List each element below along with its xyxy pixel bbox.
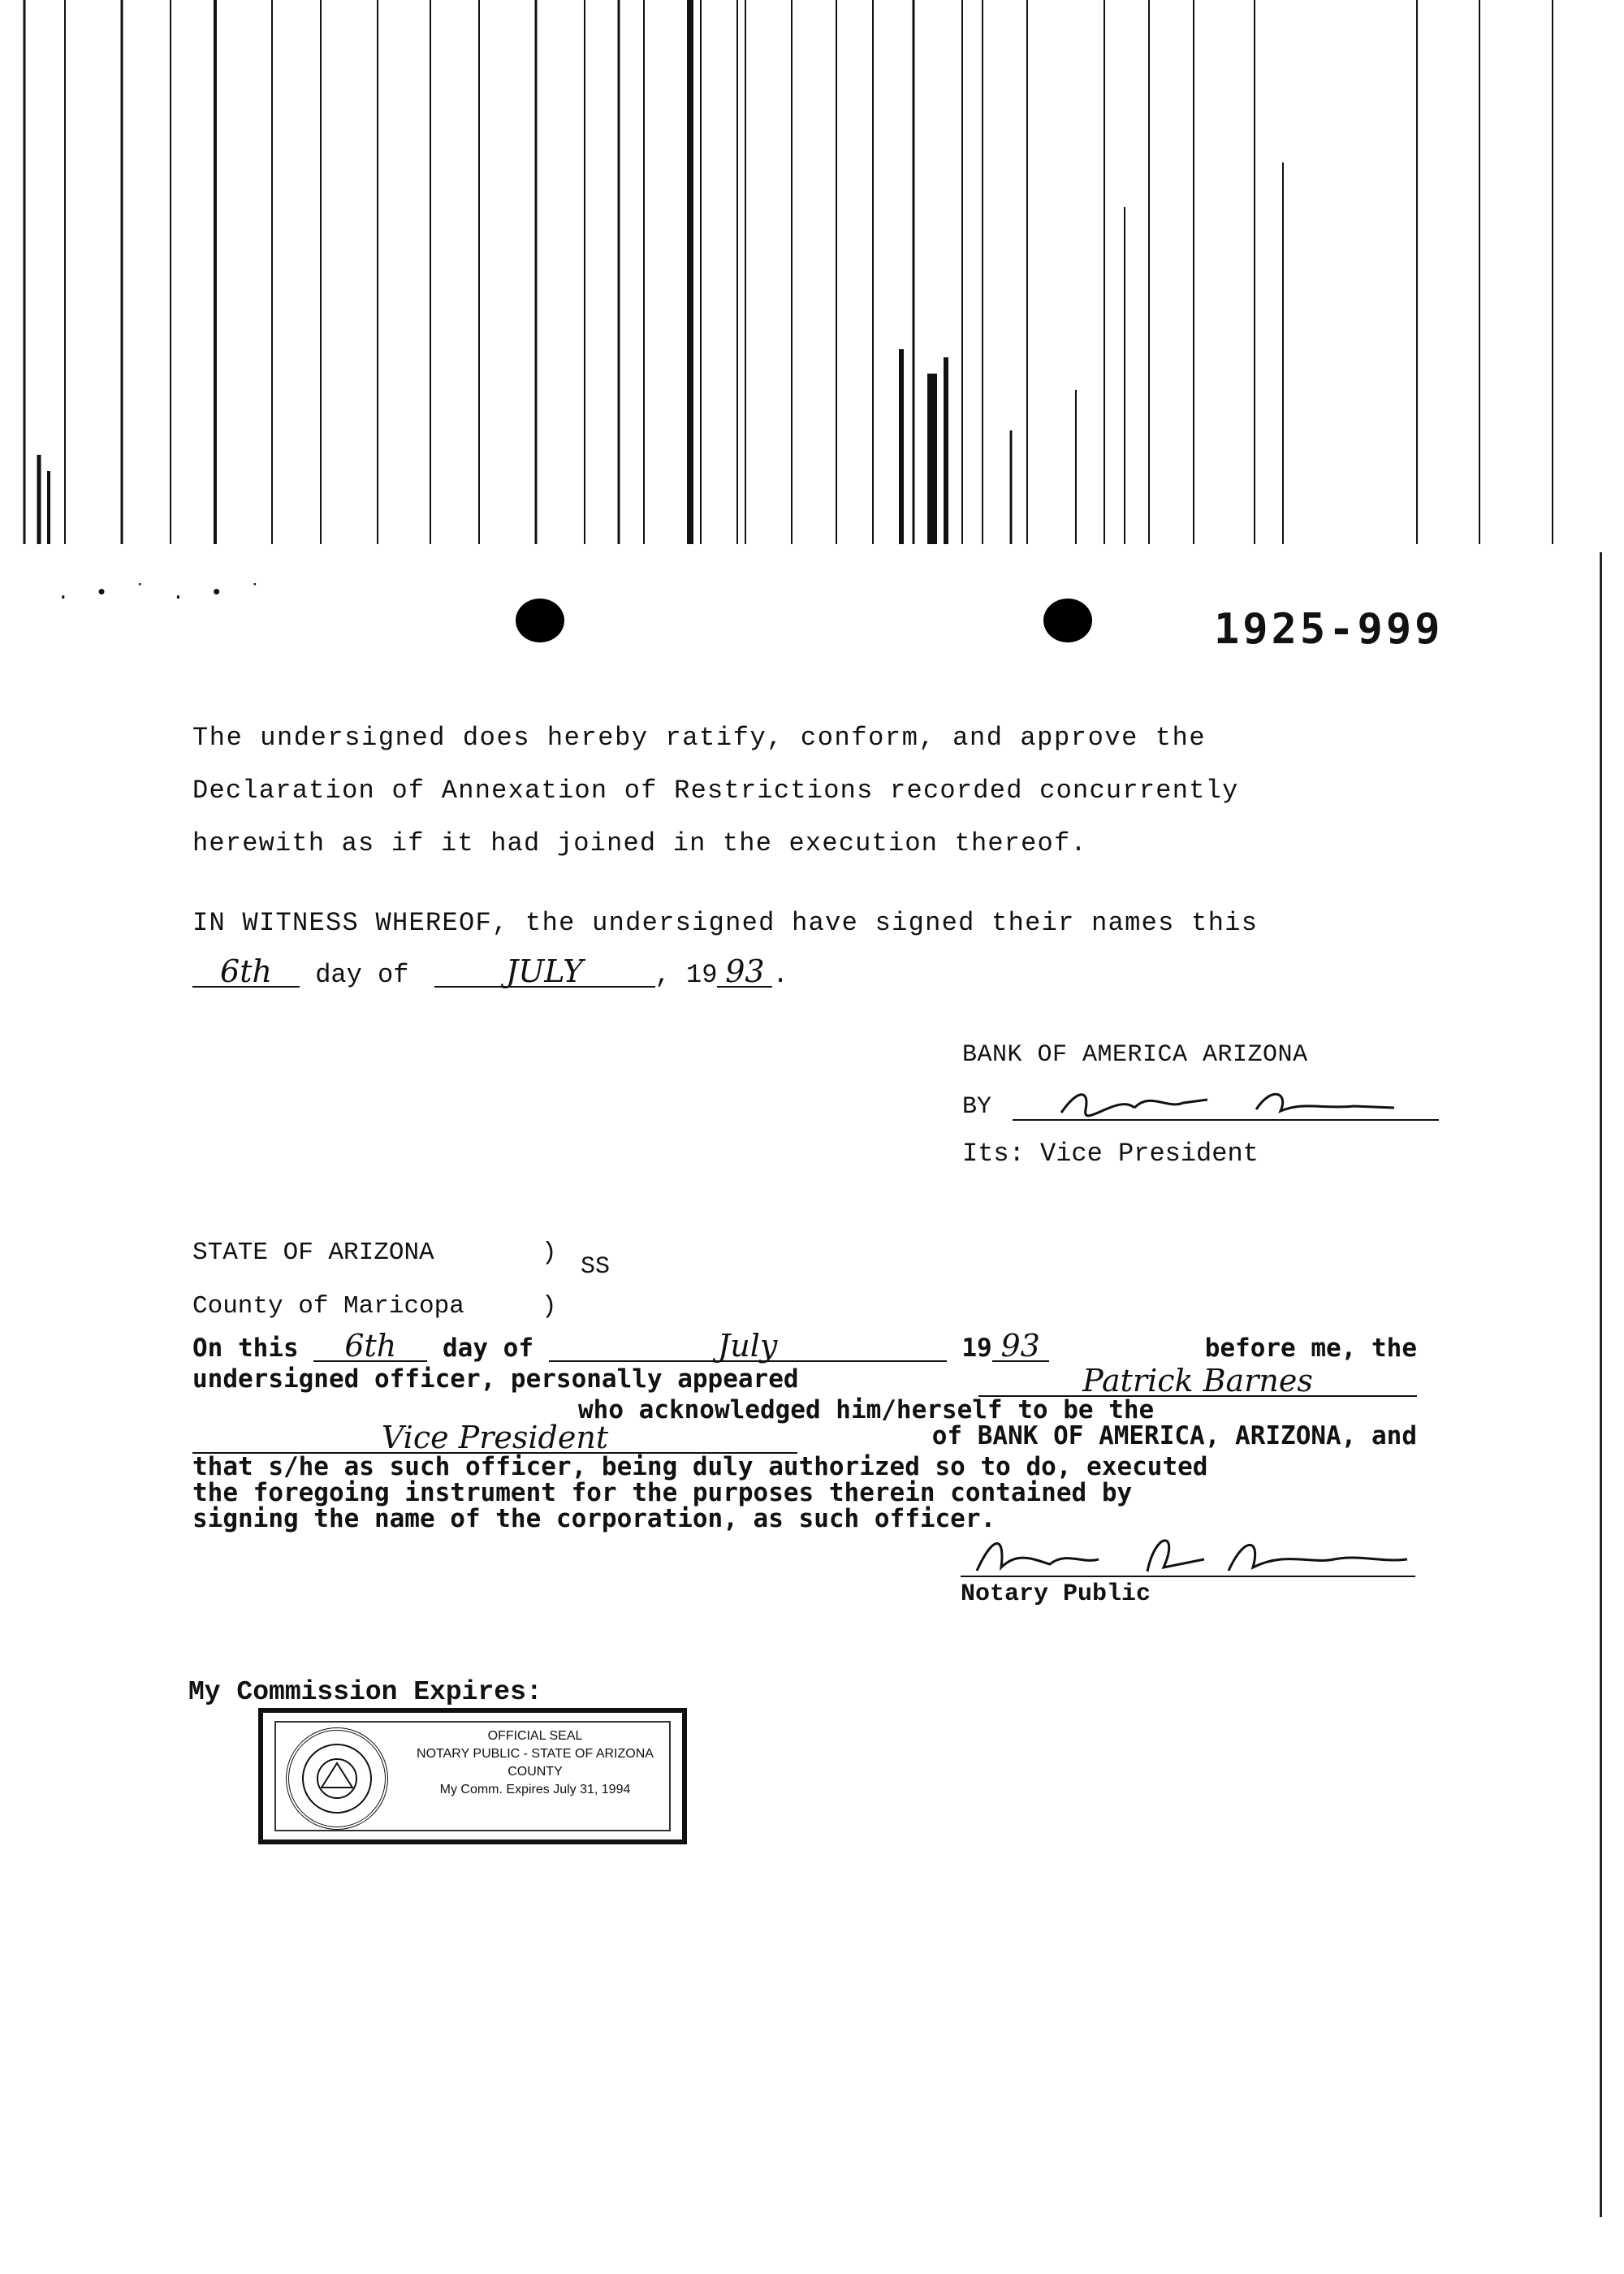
ack-month-field[interactable]: July — [549, 1331, 947, 1362]
ack-year-field[interactable]: 93 — [992, 1331, 1049, 1362]
scan-edge-line — [1600, 552, 1602, 2217]
ack-person-field[interactable]: Patrick Barnes — [978, 1366, 1417, 1397]
venue-ss: SS — [581, 1253, 611, 1281]
state-seal-icon — [286, 1727, 388, 1830]
ack-before-me: before me, the — [1204, 1334, 1417, 1363]
witness-day-field[interactable]: 6th — [192, 957, 300, 988]
commission-label: My Commission Expires: — [188, 1677, 542, 1707]
seal-text — [393, 1727, 677, 1799]
by-row — [962, 1085, 1439, 1121]
ack-row-5: that s/he as such officer, being duly authorized so to do, executed — [192, 1452, 1208, 1481]
ack-day-field[interactable]: 6th — [313, 1331, 427, 1362]
margin-marks: . • ˙ . • ˙ — [57, 581, 268, 605]
punch-hole-left — [516, 599, 564, 642]
witness-day-of: day of — [315, 960, 409, 990]
ack-day-of: day of — [443, 1334, 533, 1363]
by-label: BY — [962, 1093, 992, 1121]
acknowledgment-block — [192, 1330, 1417, 1532]
witness-month-field[interactable]: JULY — [434, 957, 655, 988]
venue-state: STATE OF ARIZONA — [192, 1239, 434, 1267]
notary-signature — [961, 1535, 1415, 1576]
ack-year-prefix: 19 — [961, 1334, 992, 1363]
notary-signature-line[interactable] — [961, 1535, 1415, 1577]
ack-row-2: undersigned officer, personally appeared — [192, 1364, 799, 1394]
venue-paren-2: ) — [542, 1292, 557, 1321]
scan-streak-artifacts — [0, 0, 1624, 568]
punch-hole-right — [1043, 599, 1092, 642]
ack-row-7: signing the name of the corporation, as such officer. — [192, 1504, 996, 1533]
seal-line-3: COUNTY — [508, 1765, 563, 1779]
venue-block — [192, 1226, 557, 1334]
witness-year-field[interactable]: 93 — [717, 957, 772, 988]
notary-block — [961, 1535, 1415, 1608]
ack-row-3: who acknowledged him/herself to be the — [578, 1395, 1155, 1424]
ack-on-this: On this — [192, 1334, 299, 1363]
venue-county: County of Maricopa — [192, 1292, 464, 1321]
bank-name: BANK OF AMERICA ARIZONA — [962, 1041, 1308, 1069]
signatory-signature — [1013, 1085, 1439, 1119]
document-number: 1925-999 — [1214, 605, 1444, 654]
notary-label: Notary Public — [961, 1580, 1151, 1608]
signatory-title: Its: Vice President — [962, 1139, 1259, 1169]
ratification-line-1: The undersigned does hereby ratify, conform, and approve the — [192, 723, 1207, 753]
venue-paren-1: ) — [542, 1239, 557, 1267]
signatory-signature-line[interactable] — [1013, 1085, 1439, 1121]
ratification-line-3: herewith as if it had joined in the execution thereof. — [192, 828, 1087, 858]
signatory-block — [962, 1041, 1439, 1169]
ack-row-4: of BANK OF AMERICA, ARIZONA, and — [931, 1421, 1417, 1450]
witness-clause: IN WITNESS WHEREOF, the undersigned have signed their names this — [192, 908, 1259, 938]
seal-line-4: My Comm. Expires July 31, 1994 — [439, 1783, 631, 1796]
witness-year-prefix: , 19 — [654, 960, 718, 990]
witness-date-line — [192, 953, 788, 990]
ratification-line-2: Declaration of Annexation of Restrictions recorded concurrently — [192, 776, 1239, 806]
notary-seal-stamp — [258, 1708, 687, 1844]
seal-line-1: OFFICIAL SEAL — [487, 1729, 583, 1743]
witness-period: . — [772, 960, 788, 990]
ack-title-field[interactable]: Vice President — [192, 1423, 797, 1454]
ack-row-6: the foregoing instrument for the purposes therein contained by — [192, 1478, 1133, 1507]
seal-line-2: NOTARY PUBLIC - STATE OF ARIZONA — [417, 1747, 654, 1761]
